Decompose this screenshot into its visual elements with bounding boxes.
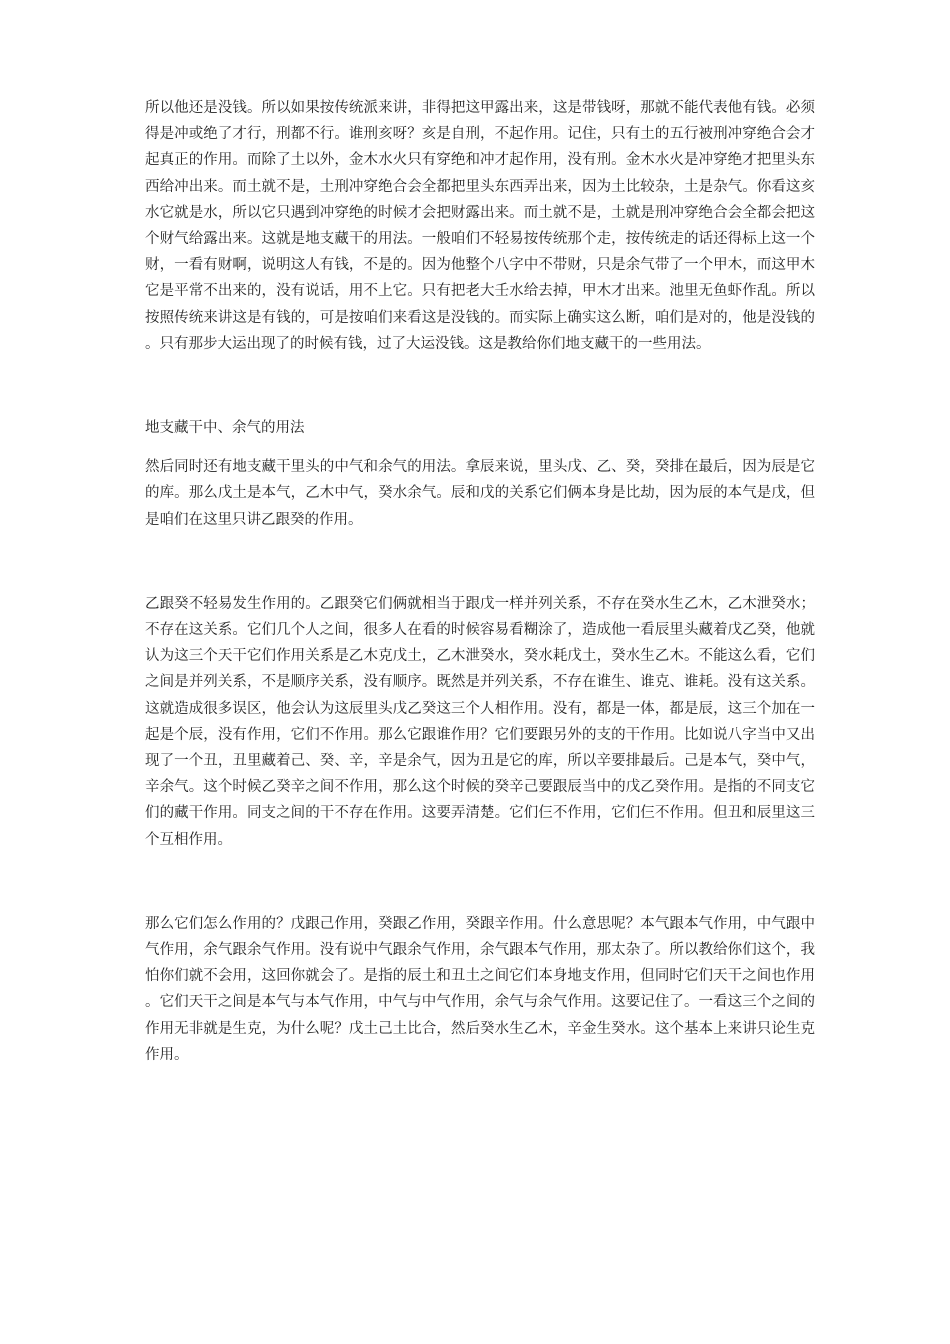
paragraph-text: 所以他还是没钱。所以如果按传统派来讲，非得把这甲露出来，这是带钱呀，那就不能代表他有钱。必须得是冲或绝了才行，刑都不行。谁刑亥呀？亥是自刑，不起作用。记住，只有土的五行被刑冲穿绝合会才起真正的作用。而除了土以外，金木水火只有穿绝和冲才起作用，没有刑。金木水火是冲穿绝才把里头东西给冲出来。而土就不是，土刑冲穿绝合会全都把里头东西弄出来，因为土比较杂，土是杂气。你看这亥水它就是水，所以它只遇到冲穿绝的时候才会把财露出来。而土就不是，土就是刑冲穿绝合会全都会把这个财气给露出来。这就是地支藏干的用法。一般咱们不轻易按传统那个走，按传统走的话还得标上这一个财，一看有财啊，说明这人有钱，不是的。因为他整个八字中不带财，只是余气带了一个甲木，而这甲木它是平常不出来的，没有说话，用不上它。只有把老大壬水给去掉，甲木才出来。池里无鱼虾作乱。所以按照传统来讲这是有钱的，可是按咱们来看这是没钱的。而实际上确实这么断，咱们是对的，他是没钱的。只有那步大运出现了的时候有钱，过了大运没钱。这是教给你们地支藏干的一些用法。 [145,100,815,352]
document-page [145,95,815,1068]
paragraph-text: 那么它们怎么作用的？戊跟己作用，癸跟乙作用，癸跟辛作用。什么意思呢？本气跟本气作用，中气跟中气作用，余气跟余气作用。没有说中气跟余气作用，余气跟本气作用，那太杂了。所以教给你们这个，我怕你们就不会用，这回你就会了。是指的辰土和丑土之间它们本身地支作用，但同时它们天干之间也作用。它们天干之间是本气与本气作用，中气与中气作用，余气与余气作用。这要记住了。一看这三个之间的作用无非就是生克，为什么呢？戊土己土比合，然后癸水生乙木，辛金生癸水。这个基本上来讲只论生克作用。 [145,915,815,1063]
section-heading: 地支藏干中、余气的用法 [145,420,305,437]
paragraph-text: 然后同时还有地支藏干里头的中气和余气的用法。拿辰来说，里头戊、乙、癸，癸排在最后，因为辰是它的库。那么戊土是本气，乙木中气，癸水余气。辰和戊的关系它们俩本身是比劫，因为辰的本气是戊，但是咱们在这里只讲乙跟癸的作用。 [145,459,815,528]
paragraph-text: 乙跟癸不轻易发生作用的。乙跟癸它们俩就相当于跟戊一样并列关系，不存在癸水生乙木，乙木泄癸水；不存在这关系。它们几个人之间，很多人在看的时候容易看糊涂了，造成他一看辰里头藏着戊乙癸，他就认为这三个天干它们作用关系是乙木克戊土，乙木泄癸水，癸水耗戊土，癸水生乙木。不能这么看，它们之间是并列关系，不是顺序关系，没有顺序。既然是并列关系，不存在谁生、谁克、谁耗。没有这关系。这就造成很多误区，他会认为这辰里头戊乙癸这三个人相作用。没有，都是一体，都是辰，这三个加在一起是个辰，没有作用，它们不作用。那么它跟谁作用？它们要跟另外的支的干作用。比如说八字当中又出现了一个丑，丑里藏着己、癸、辛，辛是余气，因为丑是它的库，所以辛要排最后。己是本气，癸中气，辛余气。这个时候乙癸辛之间不作用，那么这个时候的癸辛己要跟辰当中的戊乙癸作用。是指的不同支它们的藏干作用。同支之间的干不存在作用。这要弄清楚。它们仨不作用，它们仨不作用。但丑和辰里这三个互相作用。 [145,595,815,848]
